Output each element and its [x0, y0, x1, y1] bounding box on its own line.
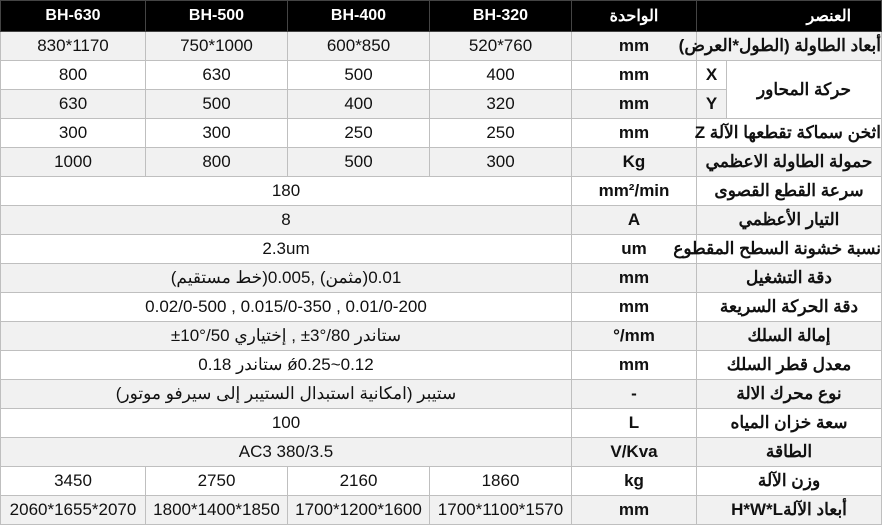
cell-bh320: 1860 [430, 467, 572, 496]
cell-unit: um [572, 235, 697, 264]
row-motor-type [1, 380, 882, 409]
cell-value: 2.3um [1, 235, 572, 264]
row-operation-accuracy [1, 264, 882, 293]
cell-bh630: 300 [1, 119, 146, 148]
cell-element: اثخن سماكة تقطعها الآلة Z [697, 119, 882, 148]
cell-element: حمولة الطاولة الاعظمي [697, 148, 882, 177]
cell-bh630: 3450 [1, 467, 146, 496]
cell-bh500: 500 [146, 90, 288, 119]
cell-bh320: 320 [430, 90, 572, 119]
cell-element: الطاقة [697, 438, 882, 467]
cell-unit: mm [572, 32, 697, 61]
header-unit: الواحدة [572, 1, 697, 32]
cell-value: AC3 380/3.5 [1, 438, 572, 467]
row-z-thickness [1, 119, 882, 148]
row-axis-x [1, 61, 882, 90]
cell-value: ǿ0.25~0.12 ستاندر 0.18 [1, 351, 572, 380]
cell-unit: mm [572, 119, 697, 148]
cell-element: دقة الحركة السريعة [697, 293, 882, 322]
cell-element: أبعاد الطاولة (الطول*العرض) [697, 32, 882, 61]
header-element: العنصر [697, 1, 882, 32]
cell-bh500: 1800*1400*1850 [146, 496, 288, 525]
row-wire-tilt [1, 322, 882, 351]
row-roughness [1, 235, 882, 264]
row-water-tank [1, 409, 882, 438]
cell-bh400: 250 [288, 119, 430, 148]
cell-element: وزن الآلة [697, 467, 882, 496]
cell-bh500: 750*1000 [146, 32, 288, 61]
cell-bh400: 2160 [288, 467, 430, 496]
cell-bh320: 300 [430, 148, 572, 177]
cell-element: إمالة السلك [697, 322, 882, 351]
cell-bh630: 1000 [1, 148, 146, 177]
cell-bh500: 800 [146, 148, 288, 177]
cell-unit: kg [572, 467, 697, 496]
cell-bh400: 500 [288, 61, 430, 90]
row-max-load [1, 148, 882, 177]
cell-element: سرعة القطع القصوى [697, 177, 882, 206]
cell-unit: A [572, 206, 697, 235]
cell-bh500: 300 [146, 119, 288, 148]
row-machine-dims [1, 496, 882, 525]
cell-element: نوع محرك الالة [697, 380, 882, 409]
cell-axis-letter: Y [697, 90, 727, 119]
cell-unit: mm [572, 351, 697, 380]
cell-bh630: 830*1170 [1, 32, 146, 61]
row-max-current [1, 206, 882, 235]
cell-bh500: 2750 [146, 467, 288, 496]
cell-unit: L [572, 409, 697, 438]
cell-unit: °/mm [572, 322, 697, 351]
cell-value: 100 [1, 409, 572, 438]
row-wire-diameter [1, 351, 882, 380]
cell-unit: mm [572, 264, 697, 293]
cell-bh320: 520*760 [430, 32, 572, 61]
header-bh500: BH-500 [146, 1, 288, 32]
cell-bh320: 1700*1100*1570 [430, 496, 572, 525]
cell-value: 0.01(مثمن) ,0.005(خط مستقيم) [1, 264, 572, 293]
cell-value: ستاندر 80/°3± , إختياري 50/°10± [1, 322, 572, 351]
cell-bh320: 400 [430, 61, 572, 90]
row-weight [1, 467, 882, 496]
cell-bh630: 800 [1, 61, 146, 90]
cell-axis-letter: X [697, 61, 727, 90]
cell-element: سعة خزان المياه [697, 409, 882, 438]
cell-bh630: 630 [1, 90, 146, 119]
cell-bh400: 600*850 [288, 32, 430, 61]
header-bh630: BH-630 [1, 1, 146, 32]
cell-value: 8 [1, 206, 572, 235]
cell-unit: - [572, 380, 697, 409]
header-row [1, 1, 882, 32]
cell-value: 0.02/0-500 , 0.015/0-350 , 0.01/0-200 [1, 293, 572, 322]
row-fast-accuracy [1, 293, 882, 322]
header-bh400: BH-400 [288, 1, 430, 32]
cell-value: 180 [1, 177, 572, 206]
cell-unit: mm [572, 293, 697, 322]
cell-axis-group: حركة المحاور [727, 61, 882, 119]
row-table-dims [1, 32, 882, 61]
header-bh320: BH-320 [430, 1, 572, 32]
cell-element: التيار الأعظمي [697, 206, 882, 235]
cell-bh400: 400 [288, 90, 430, 119]
cell-element: نسبة خشونة السطح المقطوع [697, 235, 882, 264]
cell-unit: mm²/min [572, 177, 697, 206]
cell-unit: Kg [572, 148, 697, 177]
cell-unit: mm [572, 496, 697, 525]
cell-element: معدل قطر السلك [697, 351, 882, 380]
cell-bh500: 630 [146, 61, 288, 90]
row-power [1, 438, 882, 467]
cell-bh630: 2060*1655*2070 [1, 496, 146, 525]
cell-unit: mm [572, 61, 697, 90]
cell-element: أبعاد الآلةH*W*L [697, 496, 882, 525]
cell-unit: mm [572, 90, 697, 119]
cell-element: دقة التشغيل [697, 264, 882, 293]
cell-bh320: 250 [430, 119, 572, 148]
row-max-speed [1, 177, 882, 206]
cell-value: ستيبر (امكانية استبدال الستيبر إلى سيرفو موتور) [1, 380, 572, 409]
cell-unit: V/Kva [572, 438, 697, 467]
cell-bh400: 1700*1200*1600 [288, 496, 430, 525]
cell-bh400: 500 [288, 148, 430, 177]
